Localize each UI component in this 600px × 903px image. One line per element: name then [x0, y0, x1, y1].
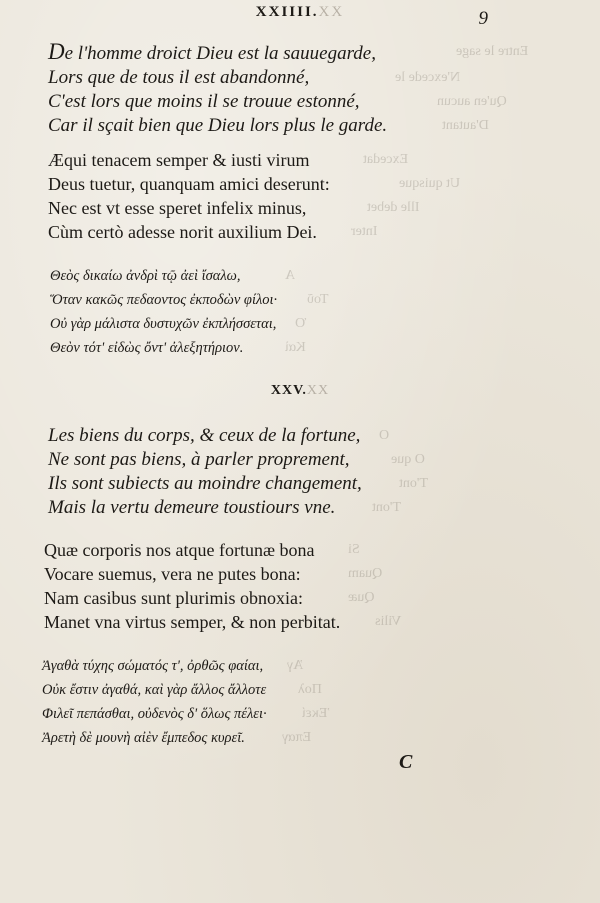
verse-line: Quæ corporis nos atque fortunæ bona Si — [44, 540, 360, 560]
verse-line: Οὐκ ἔστιν ἀγαθά, καὶ γὰρ ἄλλος ἄλλοτε Πολ — [42, 678, 267, 702]
latin-quatrain-2 — [44, 538, 402, 634]
bleed-through-text: Πολ — [298, 682, 322, 697]
verse-line: Θεὸν τότ' εἰδὼς ὄντ' ἀλεξητήριον. Καὶ — [50, 336, 277, 360]
verse-line: Θεὸς δικαίω ἀνδρὶ τῷ ἀεὶ ἴσαλω, Α — [50, 264, 277, 288]
bleed-through-text: Τοῦ — [307, 292, 329, 307]
bleed-through-text: Vilis — [375, 614, 402, 629]
verse-line: Ἀρετὴ δὲ μουνὴ αἰὲν ἔμπεδος κυρεῖ. Επαγ — [42, 726, 267, 750]
bleed-through-text: Excedat — [363, 152, 409, 167]
verse-line: Ὅταν κακῶς πεδαοντος ἐκποδὼν φίλοι· Τοῦ — [50, 288, 277, 312]
section-number: XXIIII. — [255, 4, 319, 20]
greek-quatrain-2 — [42, 654, 330, 750]
verse-line: Ἀγαθὰ τύχης σώματός τ', ὀρθῶς φαίαι, Ἀγ — [42, 654, 267, 678]
verse-line: Cùm certò adesse norit auxilium Dei. Inter — [48, 222, 378, 242]
bleed-through-text: N'excede le — [395, 70, 461, 85]
verse-line: Vocare suemus, vera ne putes bona: Quam — [44, 564, 383, 584]
signature-mark: C — [399, 751, 413, 773]
greek-quatrain-1 — [50, 264, 329, 360]
bleed-through-text: O — [379, 428, 390, 443]
verse-line: Manet vna virtus semper, & non perbitat. Vilis — [44, 612, 402, 632]
section-heading — [0, 383, 600, 399]
verse-line: Φιλεῖ πεπάσθαι, οὐδενὸς δ' ὅλως πέλει· Ἐκεί — [42, 702, 267, 726]
verse-line: Deus tuetur, quanquam amici deserunt: Ut quisque — [48, 174, 461, 194]
bleed-through-text: Ille debet — [367, 200, 420, 215]
latin-quatrain-1 — [48, 148, 461, 244]
bleed-through-text: Α — [285, 268, 296, 283]
verse-line: Car il sçait bien que Dieu lors plus le garde. D'autant — [48, 115, 489, 136]
verse-line: Nec est vt esse speret infelix minus, Ille debet — [48, 198, 420, 218]
verse-line: Ils sont subiects au moindre changement, T'ont — [48, 473, 428, 494]
bleed-through-text: Qu'en aucun — [437, 94, 507, 109]
bleed-through-text: Entre le sage — [456, 44, 529, 59]
bleed-through-text: Si — [348, 542, 360, 557]
french-quatrain-1 — [48, 39, 529, 138]
french-quatrain-2 — [48, 424, 428, 520]
bleed-through-text: Καὶ — [285, 340, 306, 355]
verse-line: Nam casibus sunt plurimis obnoxia: Quæ — [44, 588, 375, 608]
verse-line: Les biens du corps, & ceux de la fortune, O — [48, 425, 390, 446]
bleed-through-header: XX — [318, 4, 345, 20]
verse-line: De l'homme droict Dieu est la sauuegarde, Entre le sage — [48, 39, 529, 64]
bleed-through-text: Ἀγ — [287, 658, 304, 673]
verse-line: C'est lors que moins il se trouue estonné, Qu'en aucun — [48, 91, 507, 112]
bleed-through-text: Επαγ — [282, 730, 312, 745]
bleed-through-text: Ἐκεί — [302, 706, 330, 721]
verse-line: Mais la vertu demeure toustiours vne. T'ont — [48, 497, 401, 518]
page-header — [0, 4, 600, 21]
section-title: XXV. — [270, 383, 307, 398]
bleed-through-text: O que — [391, 452, 425, 467]
folio-number: 9 — [478, 8, 488, 29]
bleed-through-text: Ut quisque — [399, 176, 461, 191]
bleed-through-text: Quæ — [348, 590, 375, 605]
verse-line: Lors que de tous il est abandonné, N'excede le — [48, 67, 461, 88]
bleed-through-section: XX — [306, 383, 330, 398]
bleed-through-text: Quam — [348, 566, 383, 581]
verse-line: Æqui tenacem semper & iusti virum Excedat — [48, 150, 409, 170]
bleed-through-text: Inter — [351, 224, 378, 239]
bleed-through-text: T'ont — [399, 476, 428, 491]
verse-line: Ne sont pas biens, à parler proprement, O que — [48, 449, 425, 470]
bleed-through-text: Ὁ — [295, 316, 307, 331]
verse-line: Οὐ γὰρ μάλιστα δυστυχῶν ἐκπλήσσεται, Ὁ — [50, 312, 277, 336]
bleed-through-text: T'ont — [372, 500, 401, 515]
bleed-through-text: D'autant — [442, 118, 489, 133]
